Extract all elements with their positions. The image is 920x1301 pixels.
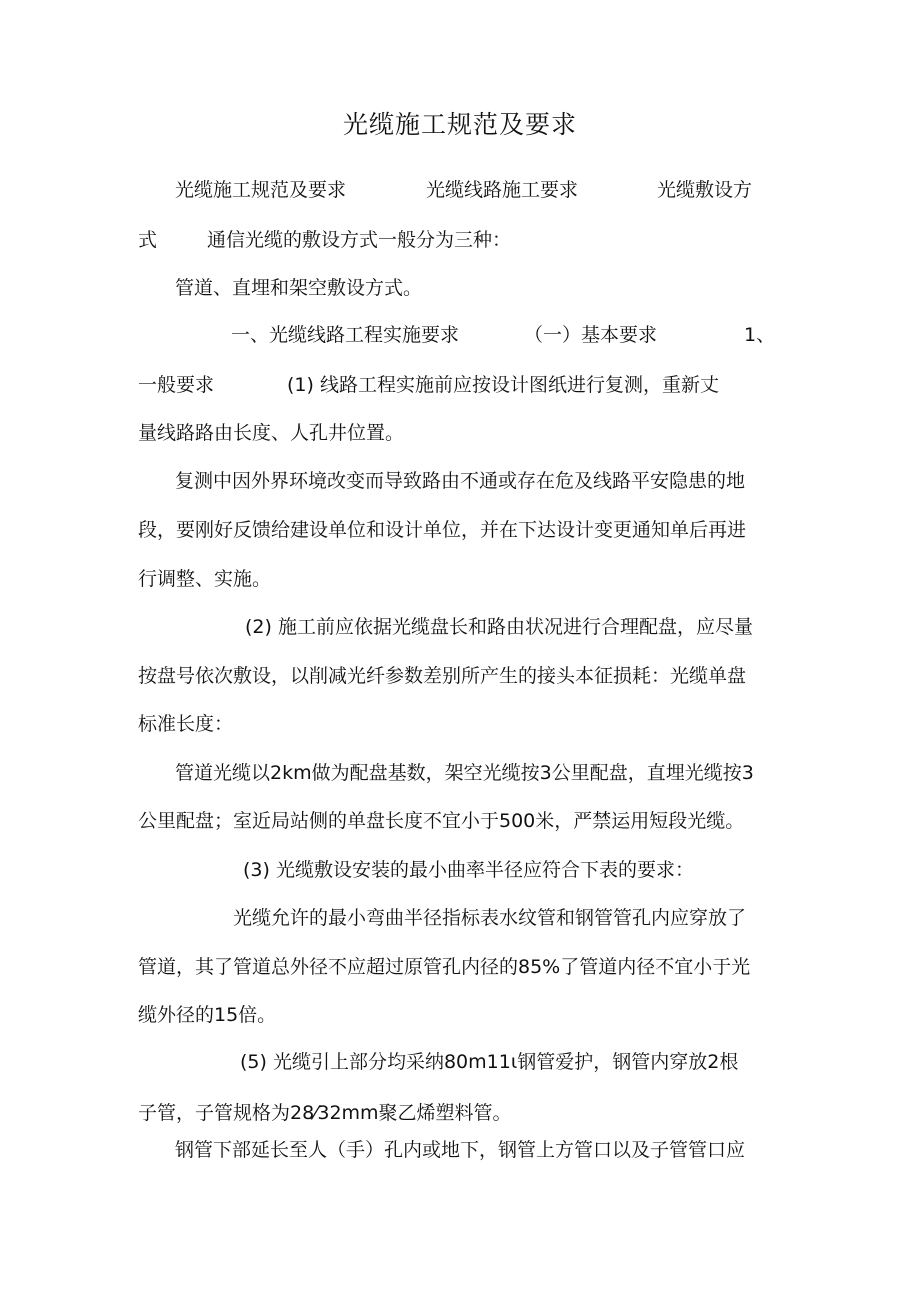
text-line: (3) 光缆敷设安装的最小曲率半径应符合下表的要求： [243,859,694,881]
text-line: 复测中因外界环境改变而导致路由不通或存在危及线路平安隐患的地 [175,470,746,492]
text-line: 光缆敷设方 [657,179,753,201]
text-line: 式 [138,229,158,251]
text-line: (1) 线路工程实施前应按设计图纸进行复测，重新丈 [287,374,719,396]
text-line: 钢管下部延长至人（手）孔内或地下，钢管上方管口以及子管管口应 [175,1139,746,1161]
text-line: 1、 [744,324,776,346]
text-line: 光缆施工规范及要求 [175,179,347,201]
text-line: 子管，子管规格为28⁄32mm聚乙烯塑料管。 [138,1102,512,1124]
text-line: 管道、直埋和架空敷设方式。 [175,277,423,299]
text-line: (2) 施工前应依据光缆盘长和路由状况进行合理配盘，应尽量 [245,616,753,638]
text-line: 按盘号依次敷设，以削减光纤参数差别所产生的接头本征损耗：光缆单盘 [138,665,747,687]
text-line: 光缆线路施工要求 [426,179,579,201]
text-line: 标准长度： [138,713,234,735]
text-line: 一般要求 [138,374,215,396]
text-line: 段，要刚好反馈给建设单位和设计单位，并在下达设计变更通知单后再进 [138,519,747,541]
text-line: 缆外径的15倍。 [138,1004,277,1026]
text-line: 一、光缆线路工程实施要求 [231,324,460,346]
text-line: 行调整、实施。 [138,568,272,590]
text-line: 公里配盘；室近局站侧的单盘长度不宜小于500米，严禁运用短段光缆。 [138,810,745,832]
text-line: 光缆允许的最小弯曲半径指标表水纹管和钢管管孔内应穿放了 [233,907,747,929]
text-line: 量线路路由长度、人孔井位置。 [138,422,405,444]
text-line: 通信光缆的敷设方式一般分为三种： [207,229,512,251]
text-line: 管道光缆以2km做为配盘基数，架空光缆按3公里配盘，直埋光缆按3 [175,762,754,784]
document-title: 光缆施工规范及要求 [342,110,577,139]
text-line: (5) 光缆引上部分均采纳80m11ι钢管爱护，钢管内穿放2根 [240,1051,739,1073]
text-line: （一）基本要求 [524,324,658,346]
text-line: 管道，其了管道总外径不应超过原管孔内径的85%了管道内径不宜小于光 [138,956,751,978]
